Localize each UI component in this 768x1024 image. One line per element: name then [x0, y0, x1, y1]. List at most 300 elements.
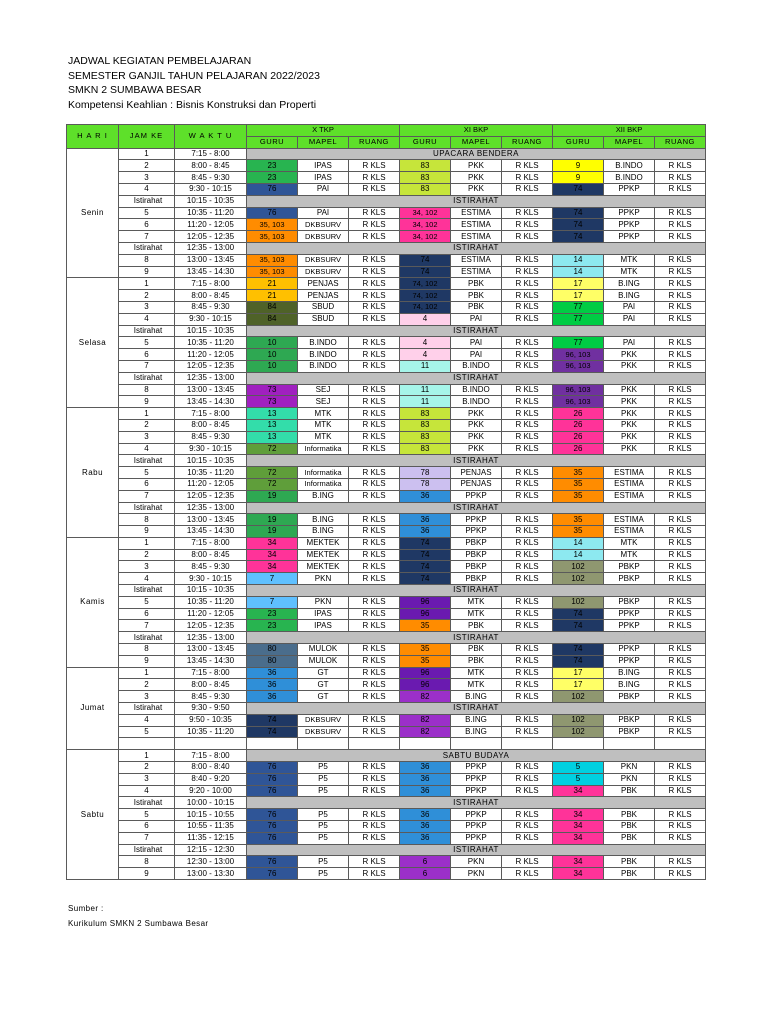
guru-code-cell: 74	[400, 561, 451, 573]
guru-code-cell: 83	[400, 419, 451, 431]
mapel-cell: PPKP	[604, 620, 655, 632]
mapel-cell: PBK	[604, 868, 655, 880]
table-row	[67, 325, 706, 337]
ruang-cell: R KLS	[502, 785, 553, 797]
guru-code-cell: 76	[247, 821, 298, 833]
waktu-cell: 10:35 - 11:20	[175, 337, 247, 349]
mapel-cell: PBKP	[604, 561, 655, 573]
table-row	[67, 231, 706, 243]
waktu-cell: 8:00 - 8:45	[175, 160, 247, 172]
ruang-cell: R KLS	[502, 549, 553, 561]
class-header-x-tkp: X TKP	[247, 125, 400, 137]
mapel-cell: B.INDO	[604, 172, 655, 184]
waktu-cell: 11:20 - 12:05	[175, 478, 247, 490]
jamke-cell: 5	[119, 207, 175, 219]
ruang-cell: R KLS	[502, 219, 553, 231]
mapel-cell: B.INDO	[298, 349, 349, 361]
mapel-cell: MTK	[604, 537, 655, 549]
empty-cell	[451, 738, 502, 750]
mapel-cell: PKK	[604, 360, 655, 372]
guru-code-cell: 74	[553, 183, 604, 195]
period-band: ISTIRAHAT	[247, 455, 706, 467]
mapel-cell: GT	[298, 667, 349, 679]
waktu-cell: 9:50 - 10:35	[175, 714, 247, 726]
ruang-cell: R KLS	[655, 549, 706, 561]
waktu-cell: 10:15 - 10:35	[175, 195, 247, 207]
period-band: ISTIRAHAT	[247, 632, 706, 644]
jamke-cell: 3	[119, 172, 175, 184]
ruang-cell: R KLS	[655, 443, 706, 455]
mapel-cell: SEJ	[298, 384, 349, 396]
waktu-cell: 7:15 - 8:00	[175, 408, 247, 420]
mapel-cell: B.ING	[604, 679, 655, 691]
guru-code-cell: 34	[553, 856, 604, 868]
waktu-cell: 9:30 - 10:15	[175, 183, 247, 195]
guru-code-cell: 26	[553, 419, 604, 431]
guru-code-cell: 36	[400, 785, 451, 797]
waktu-cell: 13:45 - 14:30	[175, 396, 247, 408]
jamke-cell: Istirahat	[119, 585, 175, 597]
guru-code-cell: 13	[247, 419, 298, 431]
ruang-cell: R KLS	[655, 691, 706, 703]
mapel-cell: PPKP	[451, 821, 502, 833]
mapel-cell: PKK	[604, 396, 655, 408]
ruang-cell: R KLS	[655, 160, 706, 172]
mapel-cell: GT	[298, 691, 349, 703]
jamke-cell: 3	[119, 691, 175, 703]
table-row	[67, 278, 706, 290]
ruang-cell: R KLS	[502, 821, 553, 833]
guru-code-cell: 74	[400, 549, 451, 561]
mapel-cell: PKN	[298, 596, 349, 608]
guru-code-cell: 23	[247, 620, 298, 632]
table-row	[67, 266, 706, 278]
ruang-cell: R KLS	[655, 207, 706, 219]
guru-code-cell: 6	[400, 856, 451, 868]
mapel-cell: B.INDO	[298, 337, 349, 349]
guru-code-cell: 35	[400, 620, 451, 632]
guru-code-cell: 76	[247, 785, 298, 797]
guru-code-cell: 23	[247, 608, 298, 620]
table-row	[67, 537, 706, 549]
ruang-cell: R KLS	[502, 231, 553, 243]
table-row	[67, 573, 706, 585]
mapel-cell: ESTIMA	[451, 219, 502, 231]
ruang-cell: R KLS	[349, 868, 400, 880]
guru-code-cell: 74	[553, 231, 604, 243]
mapel-cell: IPAS	[298, 172, 349, 184]
mapel-cell: PBKP	[451, 549, 502, 561]
table-row	[67, 691, 706, 703]
guru-code-cell: 36	[400, 762, 451, 774]
guru-code-cell: 17	[553, 278, 604, 290]
jamke-cell: 4	[119, 183, 175, 195]
guru-code-cell: 35	[400, 644, 451, 656]
guru-code-cell: 36	[400, 773, 451, 785]
ruang-cell: R KLS	[349, 219, 400, 231]
table-row	[67, 703, 706, 715]
ruang-cell: R KLS	[349, 762, 400, 774]
table-row	[67, 809, 706, 821]
waktu-cell: 8:00 - 8:45	[175, 290, 247, 302]
guru-code-cell: 13	[247, 408, 298, 420]
mapel-cell: PAI	[604, 301, 655, 313]
guru-code-cell: 76	[247, 832, 298, 844]
ruang-cell: R KLS	[502, 183, 553, 195]
mapel-cell: MEKTEK	[298, 561, 349, 573]
day-cell-rabu: Rabu	[67, 408, 119, 538]
guru-code-cell: 19	[247, 514, 298, 526]
waktu-cell: 12:05 - 12:35	[175, 490, 247, 502]
mapel-cell: PPKP	[604, 655, 655, 667]
ruang-cell: R KLS	[655, 762, 706, 774]
ruang-cell: R KLS	[655, 821, 706, 833]
waktu-cell: 7:15 - 8:00	[175, 148, 247, 160]
waktu-cell: 8:40 - 9:20	[175, 773, 247, 785]
guru-code-cell: 77	[553, 301, 604, 313]
mapel-cell: PBK	[604, 785, 655, 797]
waktu-cell: 10:35 - 11:20	[175, 207, 247, 219]
mapel-cell: PBKP	[604, 726, 655, 738]
mapel-cell: ESTIMA	[604, 514, 655, 526]
mapel-cell: PKK	[604, 443, 655, 455]
jamke-cell: Istirahat	[119, 325, 175, 337]
ruang-cell: R KLS	[655, 349, 706, 361]
guru-code-cell: 83	[400, 172, 451, 184]
guru-code-cell: 96	[400, 667, 451, 679]
jamke-cell: 4	[119, 443, 175, 455]
guru-code-cell: 102	[553, 691, 604, 703]
mapel-cell: P5	[298, 809, 349, 821]
ruang-cell: R KLS	[655, 278, 706, 290]
table-row	[67, 773, 706, 785]
mapel-cell: SBUD	[298, 313, 349, 325]
waktu-cell: 10:15 - 10:55	[175, 809, 247, 821]
mapel-cell: PPKP	[604, 219, 655, 231]
ruang-cell: R KLS	[349, 809, 400, 821]
mapel-cell: Informatika	[298, 443, 349, 455]
table-row	[67, 455, 706, 467]
ruang-cell: R KLS	[655, 360, 706, 372]
guru-code-cell: 96, 103	[553, 384, 604, 396]
jamke-cell: 6	[119, 821, 175, 833]
empty-cell	[604, 738, 655, 750]
ruang-cell: R KLS	[502, 349, 553, 361]
jamke-cell: Istirahat	[119, 703, 175, 715]
ruang-cell: R KLS	[349, 360, 400, 372]
empty-cell	[502, 738, 553, 750]
mapel-cell: PBKP	[604, 596, 655, 608]
guru-code-cell: 7	[247, 573, 298, 585]
guru-code-cell: 36	[400, 490, 451, 502]
table-row	[67, 172, 706, 184]
jamke-cell: 2	[119, 160, 175, 172]
mapel-cell: B.ING	[604, 667, 655, 679]
guru-code-cell: 76	[247, 183, 298, 195]
mapel-cell: P5	[298, 821, 349, 833]
sub-header-mapel: MAPEL	[451, 136, 502, 148]
mapel-cell: SEJ	[298, 396, 349, 408]
table-row	[67, 183, 706, 195]
guru-code-cell: 82	[400, 726, 451, 738]
ruang-cell: R KLS	[349, 549, 400, 561]
jamke-cell: 1	[119, 537, 175, 549]
guru-code-cell: 84	[247, 313, 298, 325]
ruang-cell: R KLS	[655, 868, 706, 880]
table-row	[67, 384, 706, 396]
ruang-cell: R KLS	[502, 773, 553, 785]
jamke-cell: 2	[119, 549, 175, 561]
mapel-cell: ESTIMA	[604, 467, 655, 479]
waktu-cell: 7:15 - 8:00	[175, 537, 247, 549]
table-row	[67, 644, 706, 656]
ruang-cell: R KLS	[502, 396, 553, 408]
guru-code-cell: 82	[400, 691, 451, 703]
mapel-cell: PPKP	[451, 762, 502, 774]
guru-code-cell: 102	[553, 596, 604, 608]
ruang-cell: R KLS	[655, 785, 706, 797]
guru-code-cell: 76	[247, 868, 298, 880]
guru-code-cell: 17	[553, 667, 604, 679]
sub-header-ruang: RUANG	[655, 136, 706, 148]
mapel-cell: PBKP	[604, 573, 655, 585]
mapel-cell: B.INDO	[604, 160, 655, 172]
waktu-cell: 12:35 - 13:00	[175, 372, 247, 384]
guru-code-cell: 21	[247, 290, 298, 302]
ruang-cell: R KLS	[655, 809, 706, 821]
mapel-cell: PBK	[451, 620, 502, 632]
jamke-cell: 6	[119, 349, 175, 361]
mapel-cell: MTK	[604, 549, 655, 561]
jamke-cell: 4	[119, 313, 175, 325]
mapel-cell: PBK	[451, 278, 502, 290]
ruang-cell: R KLS	[349, 644, 400, 656]
table-row	[67, 408, 706, 420]
empty-cell	[553, 738, 604, 750]
mapel-cell: PKK	[451, 183, 502, 195]
waktu-cell: 8:45 - 9:30	[175, 301, 247, 313]
ruang-cell: R KLS	[502, 337, 553, 349]
guru-code-cell: 80	[247, 644, 298, 656]
ruang-cell: R KLS	[502, 762, 553, 774]
mapel-cell: PKN	[604, 773, 655, 785]
ruang-cell: R KLS	[349, 467, 400, 479]
mapel-cell: PKN	[298, 573, 349, 585]
waktu-cell: 8:00 - 8:45	[175, 549, 247, 561]
mapel-cell: PBK	[604, 809, 655, 821]
title-line-1: JADWAL KEGIATAN PEMBELAJARAN	[68, 55, 252, 67]
guru-code-cell: 74	[553, 219, 604, 231]
ruang-cell: R KLS	[349, 337, 400, 349]
mapel-cell: PPKP	[451, 809, 502, 821]
mapel-cell: PBKP	[451, 561, 502, 573]
ruang-cell: R KLS	[655, 561, 706, 573]
jamke-cell: 3	[119, 561, 175, 573]
waktu-cell: 8:45 - 9:30	[175, 172, 247, 184]
waktu-cell: 12:30 - 13:00	[175, 856, 247, 868]
ruang-cell: R KLS	[349, 679, 400, 691]
guru-code-cell: 73	[247, 384, 298, 396]
ruang-cell: R KLS	[349, 667, 400, 679]
guru-code-cell: 76	[247, 207, 298, 219]
waktu-cell: 8:00 - 8:45	[175, 419, 247, 431]
table-row	[67, 195, 706, 207]
jamke-cell: 7	[119, 360, 175, 372]
table-row	[67, 254, 706, 266]
waktu-cell: 10:35 - 11:20	[175, 726, 247, 738]
mapel-cell: PKK	[451, 431, 502, 443]
mapel-cell: PENJAS	[451, 467, 502, 479]
mapel-cell: PPKP	[451, 526, 502, 538]
mapel-cell: PAI	[451, 349, 502, 361]
source-text: Kurikulum SMKN 2 Sumbawa Besar	[68, 919, 209, 928]
class-header-xi-bkp: XI BKP	[400, 125, 553, 137]
ruang-cell: R KLS	[502, 832, 553, 844]
mapel-cell: MTK	[298, 431, 349, 443]
guru-code-cell: 96, 103	[553, 349, 604, 361]
guru-code-cell: 14	[553, 266, 604, 278]
table-row	[67, 219, 706, 231]
ruang-cell: R KLS	[502, 290, 553, 302]
guru-code-cell: 72	[247, 443, 298, 455]
mapel-cell: SBUD	[298, 301, 349, 313]
ruang-cell: R KLS	[349, 254, 400, 266]
ruang-cell: R KLS	[655, 596, 706, 608]
mapel-cell: B.ING	[451, 691, 502, 703]
ruang-cell: R KLS	[349, 691, 400, 703]
sub-header-guru: GURU	[553, 136, 604, 148]
ruang-cell: R KLS	[349, 349, 400, 361]
table-row	[67, 478, 706, 490]
table-row	[67, 856, 706, 868]
ruang-cell: R KLS	[655, 726, 706, 738]
document-header	[68, 54, 320, 112]
guru-code-cell: 35	[553, 526, 604, 538]
mapel-cell: PKK	[451, 419, 502, 431]
mapel-cell: MULOK	[298, 644, 349, 656]
jamke-cell: Istirahat	[119, 242, 175, 254]
waktu-cell: 12:05 - 12:35	[175, 620, 247, 632]
waktu-cell: 7:15 - 8:00	[175, 750, 247, 762]
jamke-cell: Istirahat	[119, 632, 175, 644]
mapel-cell: B.INDO	[451, 384, 502, 396]
guru-code-cell: 102	[553, 561, 604, 573]
jamke-cell: 8	[119, 384, 175, 396]
mapel-cell: PBKP	[451, 573, 502, 585]
guru-code-cell: 34	[553, 785, 604, 797]
mapel-cell: B.ING	[298, 526, 349, 538]
guru-code-cell: 36	[400, 809, 451, 821]
mapel-cell: B.ING	[298, 490, 349, 502]
mapel-cell: PBK	[451, 290, 502, 302]
mapel-cell: DKBSURV	[298, 254, 349, 266]
mapel-cell: ESTIMA	[451, 266, 502, 278]
ruang-cell: R KLS	[502, 608, 553, 620]
ruang-cell: R KLS	[502, 667, 553, 679]
ruang-cell: R KLS	[349, 419, 400, 431]
ruang-cell: R KLS	[349, 608, 400, 620]
mapel-cell: PPKP	[451, 832, 502, 844]
guru-code-cell: 74	[553, 655, 604, 667]
ruang-cell: R KLS	[502, 408, 553, 420]
jamke-cell: 5	[119, 467, 175, 479]
mapel-cell: P5	[298, 868, 349, 880]
mapel-cell: PENJAS	[298, 290, 349, 302]
mapel-cell: PKN	[451, 856, 502, 868]
table-row	[67, 490, 706, 502]
ruang-cell: R KLS	[502, 514, 553, 526]
ruang-cell: R KLS	[502, 714, 553, 726]
ruang-cell: R KLS	[502, 160, 553, 172]
guru-code-cell: 34	[553, 809, 604, 821]
ruang-cell: R KLS	[502, 526, 553, 538]
ruang-cell: R KLS	[349, 596, 400, 608]
guru-code-cell: 74	[553, 620, 604, 632]
ruang-cell: R KLS	[349, 207, 400, 219]
waktu-cell: 13:00 - 13:45	[175, 514, 247, 526]
mapel-cell: PBK	[604, 856, 655, 868]
mapel-cell: PPKP	[604, 231, 655, 243]
table-row	[67, 337, 706, 349]
day-cell-selasa: Selasa	[67, 278, 119, 408]
mapel-cell: ESTIMA	[451, 207, 502, 219]
ruang-cell: R KLS	[349, 573, 400, 585]
period-band: ISTIRAHAT	[247, 195, 706, 207]
jamke-cell: 1	[119, 408, 175, 420]
sub-header-mapel: MAPEL	[298, 136, 349, 148]
guru-code-cell: 34	[247, 537, 298, 549]
jamke-cell: 1	[119, 278, 175, 290]
table-row	[67, 514, 706, 526]
ruang-cell: R KLS	[349, 821, 400, 833]
ruang-cell: R KLS	[349, 384, 400, 396]
ruang-cell: R KLS	[655, 573, 706, 585]
ruang-cell: R KLS	[502, 537, 553, 549]
mapel-cell: PAI	[298, 207, 349, 219]
mapel-cell: B.ING	[451, 714, 502, 726]
ruang-cell: R KLS	[655, 644, 706, 656]
waktu-cell: 9:30 - 10:15	[175, 573, 247, 585]
day-cell-jumat: Jumat	[67, 667, 119, 750]
guru-code-cell: 36	[400, 526, 451, 538]
guru-code-cell: 34	[553, 821, 604, 833]
ruang-cell: R KLS	[655, 514, 706, 526]
table-row	[67, 785, 706, 797]
mapel-cell: PAI	[604, 337, 655, 349]
guru-code-cell: 96, 103	[553, 360, 604, 372]
mapel-cell: MTK	[298, 419, 349, 431]
guru-code-cell: 74	[247, 726, 298, 738]
mapel-cell: ESTIMA	[604, 526, 655, 538]
ruang-cell: R KLS	[349, 396, 400, 408]
guru-code-cell: 10	[247, 349, 298, 361]
competency-line: Kompetensi Keahlian : Bisnis Konstruksi dan Properti	[68, 98, 317, 111]
guru-code-cell: 74, 102	[400, 290, 451, 302]
ruang-cell: R KLS	[502, 561, 553, 573]
jamke-cell: Istirahat	[119, 372, 175, 384]
table-row	[67, 561, 706, 573]
table-row	[67, 372, 706, 384]
guru-code-cell: 72	[247, 478, 298, 490]
jamke-cell: 8	[119, 856, 175, 868]
jamke-cell: 1	[119, 667, 175, 679]
ruang-cell: R KLS	[349, 526, 400, 538]
waktu-cell: 9:30 - 10:15	[175, 443, 247, 455]
jamke-cell: Istirahat	[119, 797, 175, 809]
ruang-cell: R KLS	[655, 832, 706, 844]
table-row	[67, 655, 706, 667]
jamke-cell: 9	[119, 266, 175, 278]
